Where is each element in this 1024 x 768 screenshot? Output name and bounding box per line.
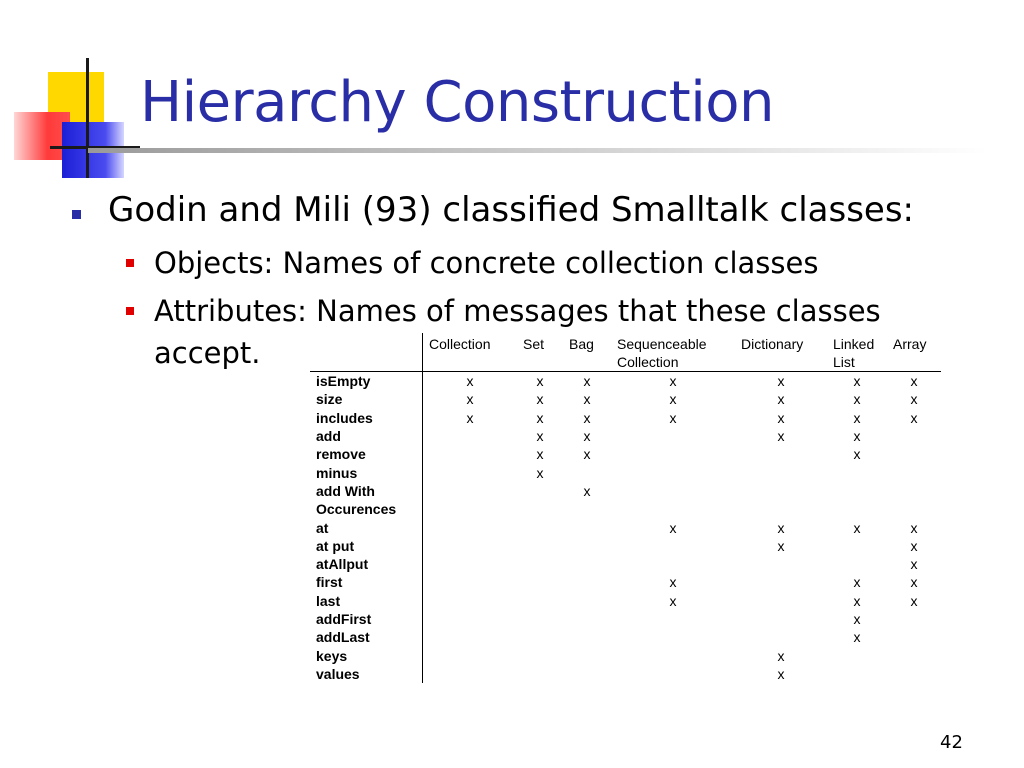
table-cell: x (669, 391, 677, 408)
title-underline (88, 148, 988, 153)
table-cell: x (910, 373, 918, 390)
table-cell (887, 445, 941, 463)
table-header-row (310, 333, 941, 372)
table-cell (517, 482, 563, 500)
table-row (310, 592, 941, 610)
bullet-sub-objects (126, 242, 818, 284)
table-cell: x (536, 428, 544, 445)
table-cell (827, 537, 887, 555)
table-row (310, 518, 941, 536)
table-cell: x (777, 391, 785, 408)
page-number: 42 (940, 732, 963, 753)
row-attribute-label: last (310, 592, 423, 610)
row-attribute-label: atAllput (310, 555, 423, 573)
column-header: Sequenceable Collection (611, 333, 735, 372)
table-cell: x (583, 409, 591, 426)
table-cell (887, 427, 941, 445)
table-cell (611, 665, 735, 683)
logo-vertical-line (86, 58, 89, 178)
table-row (310, 500, 941, 518)
table-cell: x (853, 391, 861, 408)
table-cell: x (910, 574, 918, 591)
table-cell: x (910, 556, 918, 573)
table-row (310, 537, 941, 555)
table-cell (887, 482, 941, 500)
table-cell (611, 463, 735, 481)
table-cell (517, 628, 563, 646)
table-cell: x (669, 574, 677, 591)
table-cell: x (777, 519, 785, 536)
table-cell: x (853, 428, 861, 445)
table-cell: x (466, 391, 474, 408)
table-cell (423, 610, 518, 628)
table-cell (517, 555, 563, 573)
collection-messages-table (310, 333, 941, 683)
table-cell (563, 646, 611, 664)
table-row (310, 463, 941, 481)
table-cell (563, 665, 611, 683)
table-cell (827, 500, 887, 518)
table-cell (735, 463, 827, 481)
table-cell (887, 610, 941, 628)
column-header: Collection (423, 333, 518, 372)
row-attribute-label: Occurences (310, 500, 423, 518)
table-cell (423, 518, 518, 536)
table-cell: x (536, 464, 544, 481)
table-cell: x (536, 409, 544, 426)
table-cell (887, 665, 941, 683)
table-cell (887, 500, 941, 518)
table-cell (887, 628, 941, 646)
bullet-sub-attributes-line1: Attributes: Names of messages that these classes (154, 294, 881, 328)
table-cell: x (777, 373, 785, 390)
table-cell (611, 610, 735, 628)
table-cell (423, 463, 518, 481)
table-cell: x (669, 519, 677, 536)
table-cell: x (583, 482, 591, 499)
row-attribute-label: size (310, 390, 423, 408)
table-cell (423, 665, 518, 683)
table-cell: x (853, 629, 861, 646)
row-attribute-label: keys (310, 646, 423, 664)
slide-logo-decoration (0, 0, 150, 190)
table-cell: x (466, 373, 474, 390)
table-cell (611, 427, 735, 445)
row-attribute-label: add With (310, 482, 423, 500)
table-cell: x (853, 592, 861, 609)
table-cell: x (910, 391, 918, 408)
table-cell (827, 646, 887, 664)
table-cell (517, 500, 563, 518)
column-header: Set (517, 333, 563, 372)
table-cell: x (853, 446, 861, 463)
table-cell (611, 537, 735, 555)
table-cell (887, 646, 941, 664)
table-cell (423, 555, 518, 573)
table-cell: x (910, 592, 918, 609)
table-row (310, 445, 941, 463)
table-cell (611, 445, 735, 463)
table-cell (517, 665, 563, 683)
table-cell: x (777, 647, 785, 664)
table-cell (423, 592, 518, 610)
table-cell (563, 610, 611, 628)
table-cell (887, 463, 941, 481)
table-cell: x (583, 373, 591, 390)
table-cell: x (777, 409, 785, 426)
table-cell (563, 573, 611, 591)
table-cell: x (853, 519, 861, 536)
table-cell: x (910, 409, 918, 426)
row-attribute-label: addLast (310, 628, 423, 646)
table-cell (517, 518, 563, 536)
table-cell (423, 537, 518, 555)
table-row (310, 555, 941, 573)
bullet-sub-attributes-line2: accept. (154, 336, 261, 370)
table-cell (423, 646, 518, 664)
table-cell (827, 482, 887, 500)
table-row (310, 427, 941, 445)
table-cell: x (853, 611, 861, 627)
table-cell (827, 555, 887, 573)
slide-title: Hierarchy Construction (140, 70, 775, 135)
table-row (310, 610, 941, 628)
bullet-main-text: Godin and Mili (93) classified Smalltalk classes: (108, 190, 914, 230)
table-cell (563, 592, 611, 610)
table-cell: x (777, 665, 785, 682)
row-attribute-label: addFirst (310, 610, 423, 628)
red-square-bullet-icon (126, 259, 134, 267)
bullet-main (72, 190, 914, 230)
table-cell (517, 592, 563, 610)
table-cell (423, 628, 518, 646)
row-attribute-label: isEmpty (310, 372, 423, 391)
table-cell: x (583, 391, 591, 408)
table-cell: x (669, 409, 677, 426)
table-cell (423, 482, 518, 500)
table-cell (611, 500, 735, 518)
bullet-sub-objects-text: Objects: Names of concrete collection classes (154, 246, 819, 280)
row-attribute-label: includes (310, 409, 423, 427)
table-cell (735, 445, 827, 463)
table-cell (423, 573, 518, 591)
table-cell: x (853, 409, 861, 426)
table-cell (517, 537, 563, 555)
table-cell: x (583, 428, 591, 445)
table-cell (517, 646, 563, 664)
table-cell (827, 463, 887, 481)
row-attribute-label: first (310, 573, 423, 591)
table-cell (517, 610, 563, 628)
row-attribute-label: remove (310, 445, 423, 463)
table-cell (735, 500, 827, 518)
table-cell: x (777, 428, 785, 445)
row-attribute-label: at (310, 518, 423, 536)
table-cell (563, 628, 611, 646)
table-body (310, 372, 941, 684)
table-cell: x (910, 537, 918, 554)
table-cell: x (777, 537, 785, 554)
table-row (310, 628, 941, 646)
table-cell: x (536, 391, 544, 408)
table-cell: x (536, 373, 544, 390)
table-row (310, 646, 941, 664)
table-row (310, 482, 941, 500)
table-cell: x (910, 519, 918, 536)
table-cell (735, 482, 827, 500)
table-cell: x (466, 409, 474, 426)
table-cell (735, 592, 827, 610)
table-cell: x (536, 446, 544, 463)
table-cell (735, 628, 827, 646)
table-cell (735, 610, 827, 628)
table-cell (563, 463, 611, 481)
table-row (310, 390, 941, 408)
table-cell: x (583, 446, 591, 463)
table-cell (611, 628, 735, 646)
table-cell (611, 555, 735, 573)
table-row (310, 665, 941, 683)
table-cell (827, 665, 887, 683)
table-cell (611, 482, 735, 500)
table-cell (423, 427, 518, 445)
row-attribute-label: add (310, 427, 423, 445)
table-cell (611, 646, 735, 664)
table-cell: x (853, 574, 861, 591)
row-attribute-label: values (310, 665, 423, 683)
table-cell: x (853, 373, 861, 390)
table-cell (735, 573, 827, 591)
table-cell: x (669, 592, 677, 609)
table-cell (563, 500, 611, 518)
row-attribute-label: at put (310, 537, 423, 555)
column-header: Array (887, 333, 941, 372)
table-header-corner (310, 333, 423, 372)
red-square-bullet-icon (126, 307, 134, 315)
table-cell (563, 518, 611, 536)
row-attribute-label: minus (310, 463, 423, 481)
table-cell: x (669, 373, 677, 390)
blue-square-bullet-icon (72, 210, 81, 219)
table-row (310, 409, 941, 427)
table-cell (423, 500, 518, 518)
column-header: Dictionary (735, 333, 827, 372)
column-header: Bag (563, 333, 611, 372)
table-row (310, 372, 941, 391)
table-cell (563, 537, 611, 555)
table-row (310, 573, 941, 591)
table-cell (735, 555, 827, 573)
table-cell (423, 445, 518, 463)
table-cell (517, 573, 563, 591)
table-cell (563, 555, 611, 573)
column-header: Linked List (827, 333, 887, 372)
